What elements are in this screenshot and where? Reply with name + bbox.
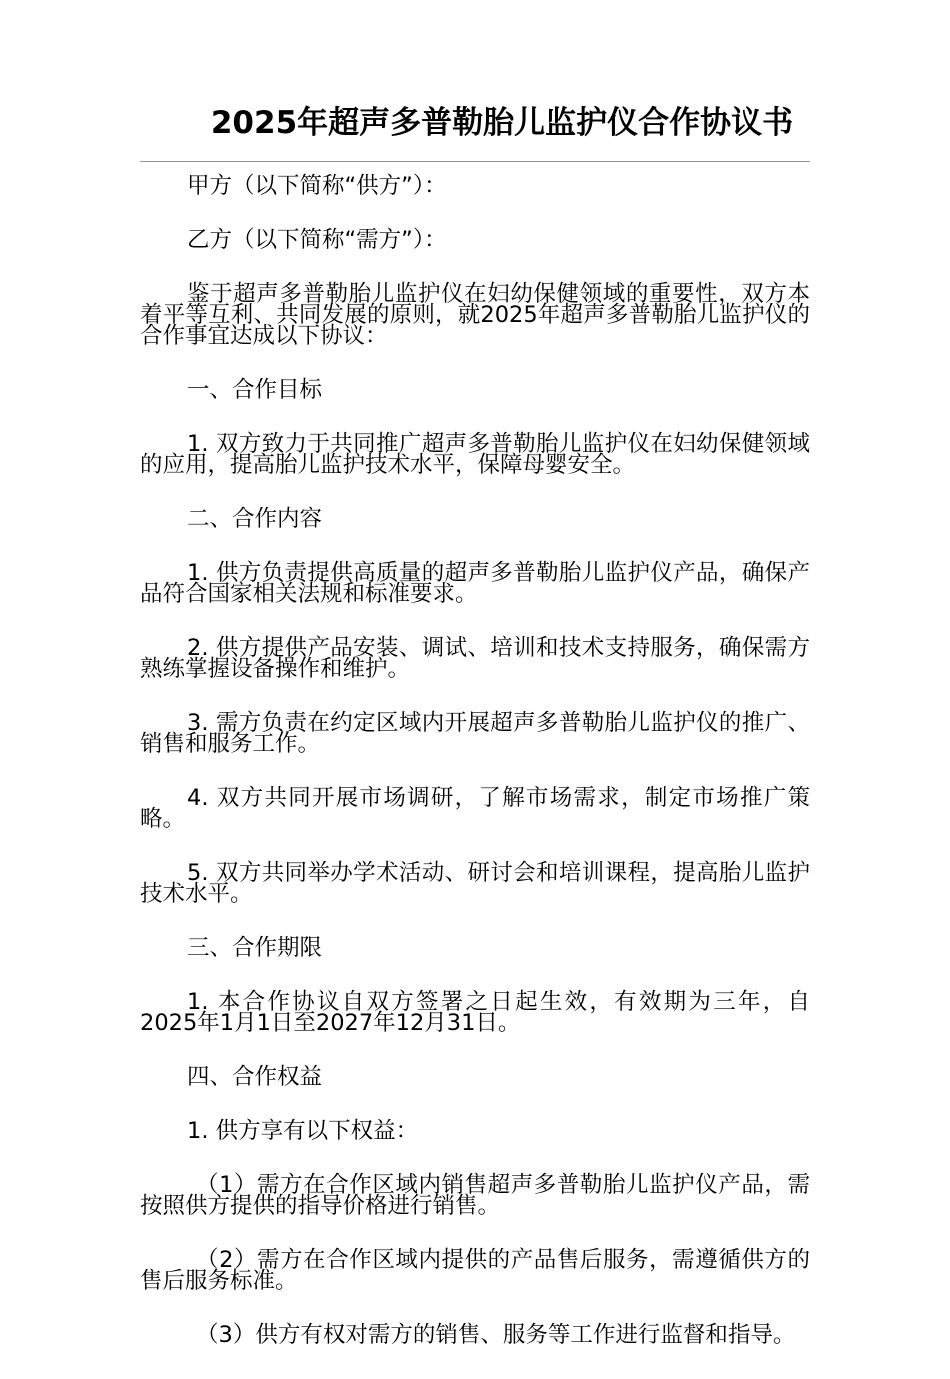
preamble-paragraph: 鉴于超声多普勒胎儿监护仪在妇幼保健领域的重要性，双方本着平等互利、共同发展的原则，就2025年超声多普勒胎儿监护仪的合作事宜达成以下协议： — [140, 281, 810, 349]
clause-4-1-item-2: （2）需方在合作区域内提供的产品售后服务，需遵循供方的售后服务标准。 — [140, 1247, 810, 1294]
clause-1-1: 1. 双方致力于共同推广超声多普勒胎儿监护仪在妇幼保健领域的应用，提高胎儿监护技术水平，保障母婴安全。 — [140, 431, 810, 478]
document-page — [140, 100, 810, 1379]
section-heading-1: 一、合作目标 — [187, 377, 323, 403]
section-heading-4: 四、合作权益 — [187, 1064, 323, 1090]
clause-2-4: 4. 双方共同开展市场调研，了解市场需求，制定市场推广策略。 — [140, 785, 810, 832]
party-b-line: 乙方（以下简称“需方”）： — [187, 227, 447, 253]
clause-2-5: 5. 双方共同举办学术活动、研讨会和培训课程，提高胎儿监护技术水平。 — [140, 860, 810, 907]
clause-4-1-item-3: （3）供方有权对需方的销售、服务等工作进行监督和指导。 — [196, 1322, 796, 1348]
clause-3-1: 1. 本合作协议自双方签署之日起生效，有效期为三年，自2025年1月1日至2027年12月31日。 — [140, 989, 810, 1036]
clause-4-1: 1. 供方享有以下权益： — [187, 1118, 419, 1144]
party-a-line: 甲方（以下简称“供方”）： — [187, 173, 447, 199]
document-title: 2025年超声多普勒胎儿监护仪合作协议书 — [140, 100, 810, 162]
document-body — [140, 173, 810, 1348]
section-heading-2: 二、合作内容 — [187, 506, 323, 532]
clause-2-1: 1. 供方负责提供高质量的超声多普勒胎儿监护仪产品，确保产品符合国家相关法规和标准要求。 — [140, 560, 810, 607]
clause-2-3: 3. 需方负责在约定区域内开展超声多普勒胎儿监护仪的推广、销售和服务工作。 — [140, 710, 810, 757]
clause-2-2: 2. 供方提供产品安装、调试、培训和技术支持服务，确保需方熟练掌握设备操作和维护。 — [140, 635, 810, 682]
section-heading-3: 三、合作期限 — [187, 935, 323, 961]
clause-4-1-item-1: （1）需方在合作区域内销售超声多普勒胎儿监护仪产品，需按照供方提供的指导价格进行销售。 — [140, 1172, 810, 1219]
